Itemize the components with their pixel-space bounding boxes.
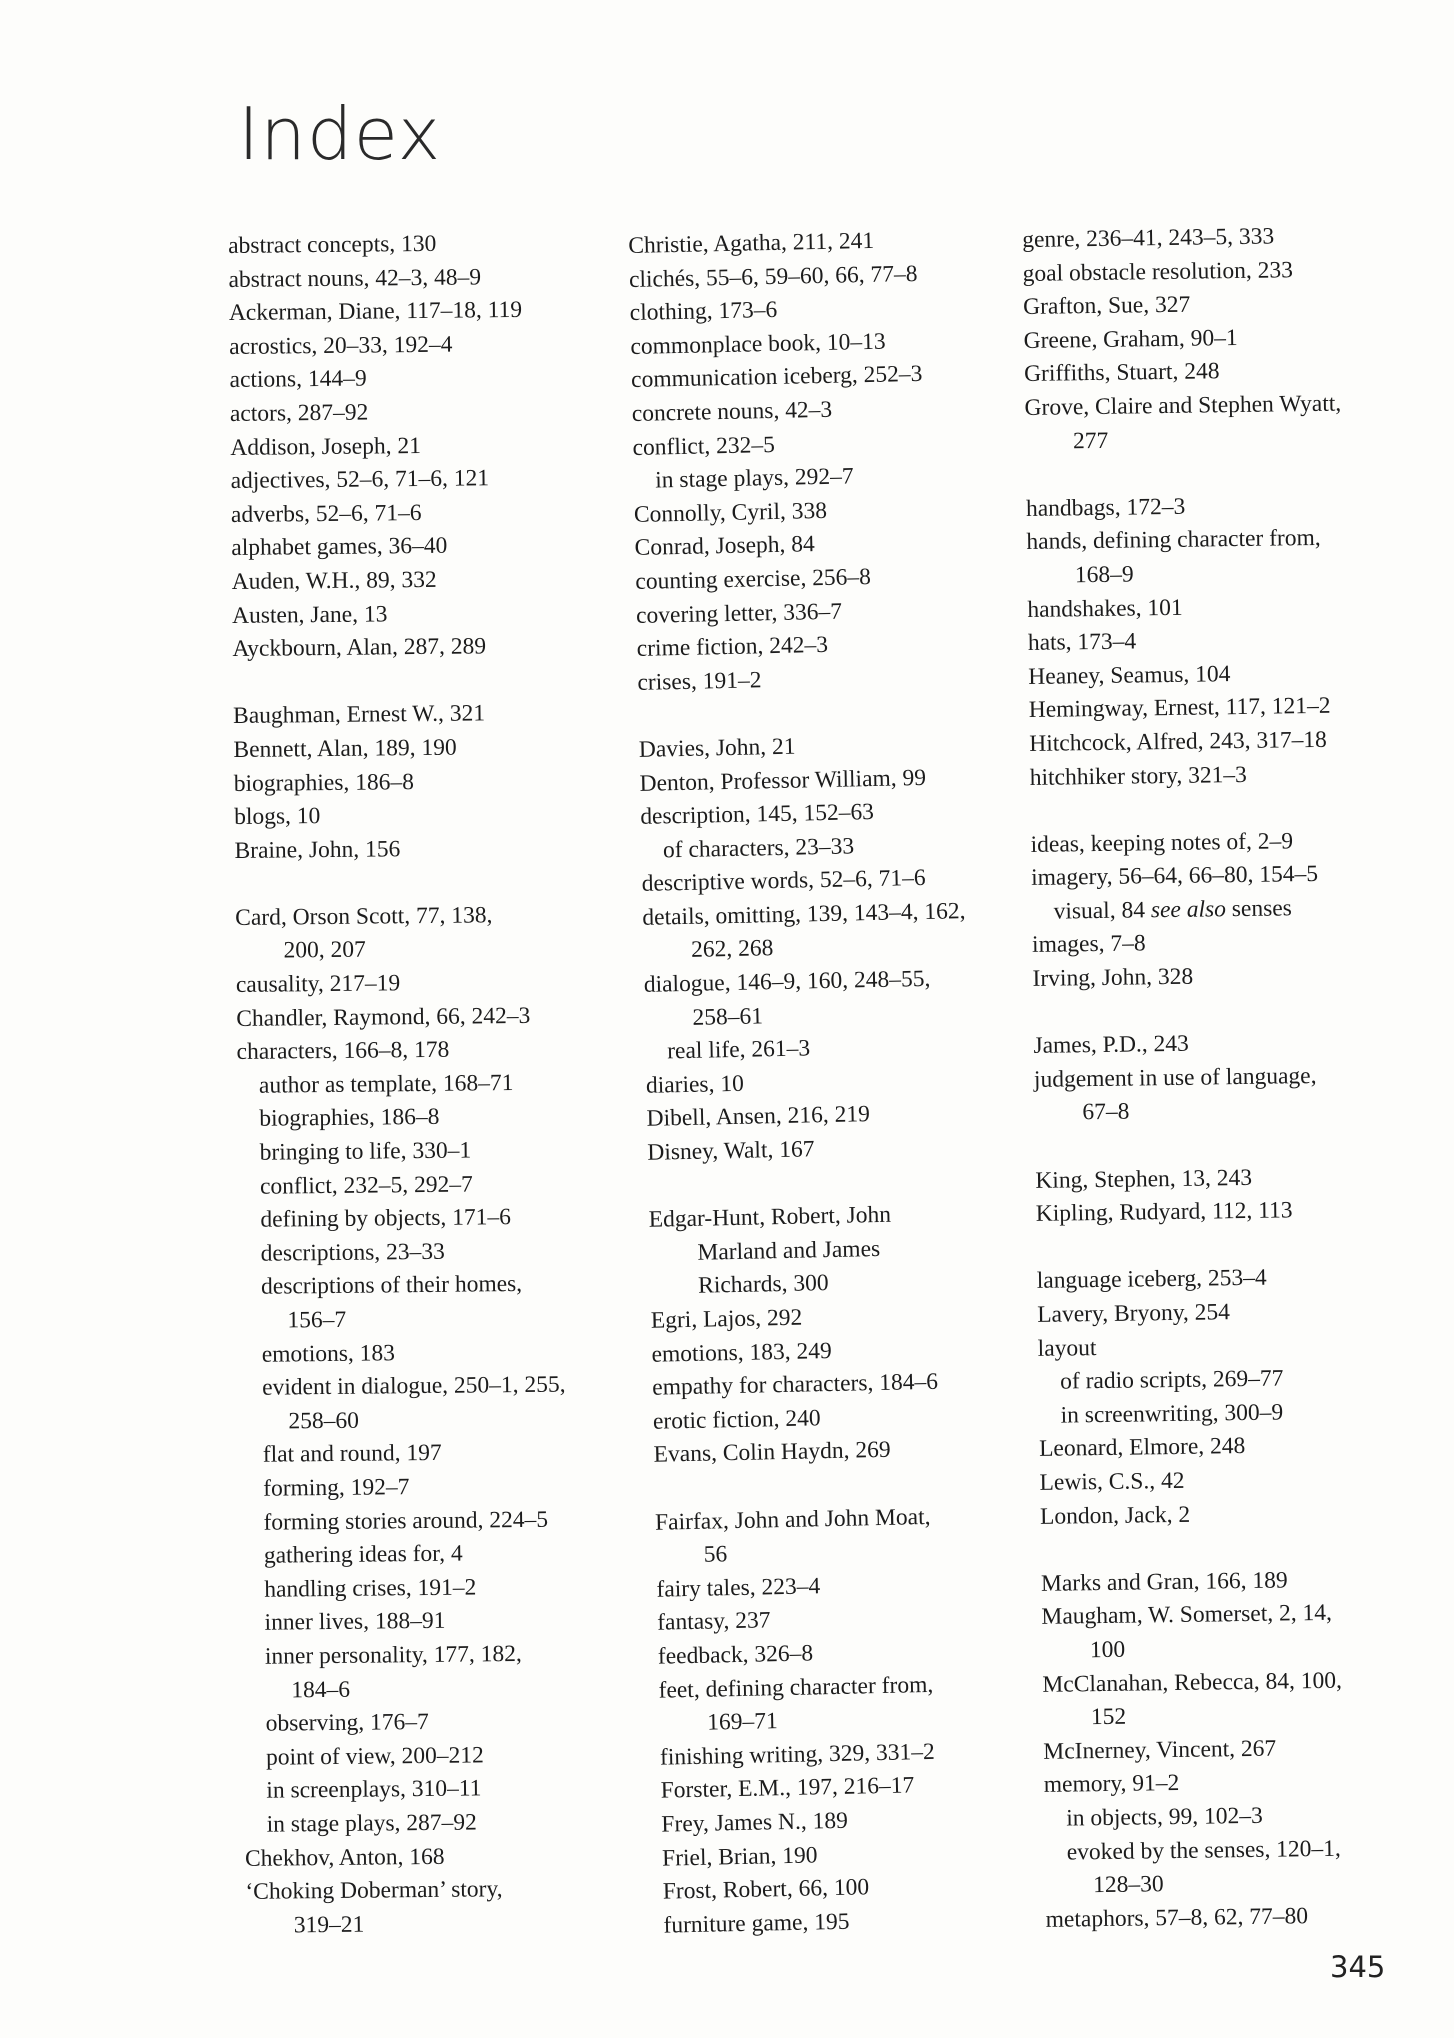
index-entry-text: finishing writing, 329, 331–2	[659, 1738, 936, 1771]
index-subentry	[244, 1738, 634, 1776]
index-entry	[1032, 958, 1392, 997]
index-entry	[663, 1901, 1054, 1943]
index-entry-text: counting exercise, 256–8	[635, 563, 872, 595]
index-entry-text: defining by objects, 171–6	[260, 1204, 512, 1233]
index-entry-text: adjectives, 52–6, 71–6, 121	[230, 465, 490, 495]
index-entry	[1044, 1764, 1404, 1803]
index-subentry	[238, 1200, 628, 1238]
index-entry-text: Baughman, Ernest W., 321	[232, 700, 486, 730]
index-entry-text: crime fiction, 242–3	[636, 632, 829, 663]
index-entry-text: Leonard, Elmore, 248	[1038, 1433, 1246, 1463]
index-entry-text: Auden, W.H., 89, 332	[231, 566, 437, 595]
index-entry-text: hats, 173–4	[1027, 628, 1137, 657]
index-entry-text: Bennett, Alan, 189, 190	[233, 734, 457, 763]
index-entry-continuation	[240, 1402, 630, 1440]
index-entry-text: Griffiths, Stuart, 248	[1023, 358, 1220, 388]
index-entry-text: Heaney, Seamus, 104	[1028, 660, 1231, 690]
index-entry-text: fairy tales, 223–4	[656, 1573, 821, 1603]
index-entry-text: abstract nouns, 42–3, 48–9	[228, 263, 482, 293]
index-entry-text: Frey, James N., 189	[661, 1807, 849, 1838]
index-entry	[228, 226, 618, 264]
index-entry	[1039, 1462, 1399, 1501]
index-entry	[1026, 521, 1386, 560]
index-entry	[1040, 1495, 1400, 1534]
index-entry-text: descriptive words, 52–6, 71–6	[641, 865, 926, 898]
index-entry-text: McInerney, Vincent, 267	[1043, 1735, 1277, 1765]
index-entry-text: Maugham, W. Somerset, 2, 14,	[1041, 1600, 1333, 1631]
index-entry	[234, 797, 624, 835]
see-also-label: see also	[1150, 896, 1227, 924]
index-entry-text: of radio scripts, 269–77	[1059, 1365, 1284, 1395]
index-entry-text: handshakes, 101	[1027, 594, 1183, 623]
index-entry-text: clichés, 55–6, 59–60, 66, 77–8	[628, 260, 918, 293]
index-subentry	[242, 1570, 632, 1608]
index-entry-text: Fairfax, John and John Moat,	[654, 1503, 931, 1536]
index-entry-text: forming, 192–7	[263, 1474, 410, 1502]
index-entry	[231, 495, 621, 533]
index-entry-text: descriptions of their homes,	[260, 1271, 523, 1301]
index-entry-text: memory, 91–2	[1043, 1770, 1180, 1799]
index-entry	[245, 1838, 635, 1876]
index-entry	[1030, 824, 1390, 863]
index-entry-text: language iceberg, 253–4	[1036, 1265, 1267, 1295]
index-entry-text: hitchhiker story, 321–3	[1029, 761, 1248, 791]
index-entry-text: 56	[703, 1541, 728, 1568]
index-entry-text: 152	[1090, 1703, 1127, 1731]
index-entry	[1027, 588, 1387, 627]
index-entry-text: Friel, Brian, 190	[661, 1841, 818, 1872]
index-entry	[1036, 1193, 1396, 1232]
index-entry-text: handbags, 172–3	[1025, 493, 1186, 522]
index-entry-text: concrete nouns, 42–3	[631, 396, 833, 427]
index-subentry	[245, 1805, 635, 1843]
index-subentry	[241, 1435, 631, 1473]
index-subentry	[237, 1099, 627, 1137]
index-entry-text: Hitchcock, Alfred, 243, 317–18	[1029, 726, 1328, 757]
index-entry-text: Grafton, Sue, 327	[1022, 291, 1191, 321]
index-entry-text: judgement in use of language,	[1033, 1062, 1317, 1093]
index-entry-text: Marland and James	[697, 1235, 881, 1266]
index-entry-text: images, 7–8	[1031, 930, 1146, 959]
index-subentry	[242, 1603, 632, 1641]
index-entry-text: communication iceberg, 252–3	[630, 361, 923, 394]
index-entry-text: King, Stephen, 13, 243	[1035, 1164, 1253, 1194]
index-entry	[234, 763, 624, 801]
index-entry-text: Forster, E.M., 197, 216–17	[660, 1772, 915, 1804]
index-entry	[228, 260, 618, 298]
index-entry-text: Kipling, Rudyard, 112, 113	[1035, 1197, 1293, 1228]
index-entry-text: biographies, 186–8	[259, 1104, 440, 1133]
index-entry-text: James, P.D., 243	[1033, 1031, 1190, 1060]
index-entry	[1043, 1731, 1403, 1770]
index-entry-text: conflict, 232–5	[632, 431, 776, 461]
index-entry-text: Dibell, Ansen, 216, 219	[646, 1101, 871, 1133]
index-entry-text: goal obstacle resolution, 233	[1022, 256, 1294, 287]
index-entry-text: Grove, Claire and Stephen Wyatt,	[1024, 390, 1342, 421]
index-entry-text: 184–6	[291, 1676, 351, 1703]
index-entry	[232, 562, 622, 600]
index-entry	[230, 394, 620, 432]
index-entry	[1029, 723, 1389, 762]
index-subentry	[238, 1166, 628, 1204]
index-entry-text: Egri, Lajos, 292	[650, 1304, 803, 1334]
index-subentry	[239, 1234, 629, 1272]
index-entry-text: descriptions, 23–33	[260, 1238, 445, 1267]
index-entry-continuation	[1043, 1697, 1403, 1736]
index-entry-text: details, omitting, 139, 143–4, 162,	[642, 897, 966, 931]
index-subentry	[242, 1536, 632, 1574]
index-entry-text: abstract concepts, 130	[228, 230, 437, 259]
index-entry-text: McClanahan, Rebecca, 84, 100,	[1042, 1667, 1343, 1698]
index-entry	[1023, 320, 1383, 359]
index-entry-text: 168–9	[1074, 561, 1134, 589]
index-entry-text: Ayckbourn, Alan, 287, 289	[232, 633, 487, 663]
index-entry-text: handling crises, 191–2	[264, 1574, 477, 1603]
index-entry	[229, 327, 619, 365]
index-entry-text: Disney, Walt, 167	[647, 1136, 815, 1166]
index-entry	[637, 658, 1028, 700]
index-entry-text: in objects, 99, 102–3	[1066, 1802, 1263, 1832]
index-entry	[1035, 1160, 1395, 1199]
index-entry-text: 258–60	[288, 1407, 360, 1435]
index-entry-text: 258–61	[692, 1003, 764, 1031]
index-entry-text: Edgar-Hunt, Robert, John	[648, 1201, 892, 1233]
index-entry	[233, 730, 623, 768]
index-entry-text: in stage plays, 292–7	[654, 463, 854, 494]
index-entry-text: alphabet games, 36–40	[231, 533, 448, 562]
index-entry	[232, 629, 622, 667]
index-entry-continuation	[1042, 1630, 1402, 1669]
index-entry	[1031, 857, 1391, 896]
index-entry	[1028, 656, 1388, 695]
index-entry-text: London, Jack, 2	[1039, 1501, 1191, 1530]
index-entry-text: hands, defining character from,	[1026, 525, 1321, 556]
index-subentry	[240, 1368, 630, 1406]
index-entry	[1034, 1059, 1394, 1098]
index-subentry	[237, 1066, 627, 1104]
index-entry	[1032, 924, 1392, 963]
index-entry	[230, 461, 620, 499]
index-entry-text: 262, 268	[690, 935, 774, 964]
index-entry-text: commonplace book, 10–13	[630, 328, 886, 360]
index-entry-text: evident in dialogue, 250–1, 255,	[261, 1371, 566, 1401]
index-entry	[236, 965, 626, 1003]
index-entry	[1026, 488, 1386, 527]
index-entry-text: ideas, keeping notes of, 2–9	[1030, 827, 1294, 858]
index-entry	[231, 528, 621, 566]
index-entry-text: feet, defining character from,	[658, 1671, 934, 1704]
index-entry-text: Card, Orson Scott, 77, 138,	[235, 902, 493, 931]
index-entry-text: Denton, Professor William, 99	[639, 764, 927, 797]
index-entry	[236, 1032, 626, 1070]
index-entry	[1028, 622, 1388, 661]
index-subentry	[1038, 1395, 1398, 1434]
index-entry-text: crises, 191–2	[637, 667, 762, 696]
index-entry	[1030, 756, 1390, 795]
index-entry-continuation	[246, 1906, 636, 1944]
index-entry-text: real life, 261–3	[666, 1035, 811, 1065]
index-entry-text: gathering ideas for, 4	[263, 1540, 463, 1569]
page-number: 345	[1330, 1950, 1386, 1984]
index-entry-text: covering letter, 336–7	[635, 598, 843, 629]
index-entry-text: Hemingway, Ernest, 117, 121–2	[1028, 693, 1331, 724]
index-entry-text: Evans, Colin Haydn, 269	[653, 1437, 891, 1469]
index-entry	[1037, 1260, 1397, 1299]
index-entry-text: point of view, 200–212	[265, 1742, 484, 1771]
index-entry-text: description, 145, 152–63	[640, 799, 875, 830]
index-entry	[232, 595, 622, 633]
index-entry-text: characters, 166–8, 178	[236, 1036, 450, 1066]
index-entry-text: in stage plays, 287–92	[266, 1809, 477, 1838]
index-subentry	[243, 1704, 633, 1742]
index-entry-text: Lewis, C.S., 42	[1039, 1467, 1185, 1496]
index-entry-text: emotions, 183	[261, 1339, 396, 1368]
index-entry-text: Marks and Gran, 166, 189	[1040, 1567, 1288, 1597]
index-entry-text: 319–21	[293, 1911, 365, 1939]
index-entry	[1041, 1563, 1401, 1602]
index-entry	[1045, 1898, 1405, 1937]
index-subentry	[243, 1637, 633, 1675]
index-entry	[1022, 219, 1382, 258]
index-entry-text: Richards, 300	[697, 1270, 829, 1300]
index-entry-text: metaphors, 57–8, 62, 77–80	[1045, 1902, 1309, 1933]
page-title: Index	[238, 92, 442, 176]
index-subentry	[241, 1469, 631, 1507]
index-entry-text: Chandler, Raymond, 66, 242–3	[236, 1002, 531, 1032]
index-entry-text: imagery, 56–64, 66–80, 154–5	[1030, 861, 1319, 892]
index-entry-text: 200, 207	[283, 937, 366, 964]
index-entry-text: causality, 217–19	[235, 970, 401, 999]
index-entry-text: Lavery, Bryony, 254	[1037, 1299, 1231, 1328]
index-entry	[1029, 689, 1389, 728]
index-entry-text: in screenplays, 310–11	[266, 1775, 482, 1804]
index-entry-continuation	[1045, 1865, 1405, 1904]
index-entry-text: flat and round, 197	[262, 1440, 442, 1469]
index-entry-text: evoked by the senses, 120–1,	[1066, 1835, 1342, 1866]
see-also-target: senses	[1231, 895, 1293, 923]
index-entry	[245, 1872, 635, 1910]
index-entry-text: visual, 84	[1053, 897, 1146, 925]
index-column-3	[1022, 219, 1406, 1937]
index-entry-text: conflict, 232–5, 292–7	[259, 1171, 473, 1200]
index-subentry	[1031, 891, 1391, 930]
index-entry-text: feedback, 326–8	[657, 1640, 814, 1670]
index-entry-continuation	[1025, 421, 1385, 460]
index-entry-text: layout	[1037, 1334, 1097, 1362]
index-entry-text: author as template, 168–71	[258, 1069, 514, 1099]
index-entry-text: empathy for characters, 184–6	[651, 1368, 939, 1401]
index-entry	[1022, 253, 1382, 292]
index-entry	[230, 427, 620, 465]
index-entry	[1037, 1327, 1397, 1366]
index-entry-text: diaries, 10	[645, 1070, 745, 1099]
index-subentry	[241, 1502, 631, 1540]
index-entry-text: emotions, 183, 249	[651, 1337, 832, 1368]
index-entry-text: Addison, Joseph, 21	[230, 432, 422, 461]
index-entry	[647, 1129, 1038, 1171]
index-entry-continuation	[1027, 555, 1387, 594]
index-entry-text: inner lives, 188–91	[264, 1608, 446, 1637]
index-entry-text: Ackerman, Diane, 117–18, 119	[228, 297, 523, 327]
index-subentry	[1038, 1361, 1398, 1400]
index-entry-text: Christie, Agatha, 211, 241	[628, 227, 875, 259]
index-entry-text: genre, 236–41, 243–5, 333	[1022, 223, 1275, 253]
index-entry	[1042, 1663, 1402, 1702]
index-entry-text: acrostics, 20–33, 192–4	[229, 331, 453, 360]
index-entry-continuation	[243, 1670, 633, 1708]
index-entry-text: furniture game, 195	[663, 1908, 850, 1939]
index-entry-text: Davies, John, 21	[638, 733, 796, 763]
index-subentry	[239, 1267, 629, 1305]
index-entry-text: 156–7	[287, 1306, 347, 1334]
index-entry	[1024, 353, 1384, 392]
index-entry-text: Connolly, Cyril, 338	[633, 497, 828, 528]
index-entry-text: fantasy, 237	[656, 1607, 771, 1637]
index-entry-text: observing, 176–7	[265, 1709, 429, 1737]
index-entry-text: Austen, Jane, 13	[231, 600, 388, 629]
index-entry-text: Irving, John, 328	[1032, 963, 1194, 992]
index-subentry	[244, 1771, 634, 1809]
index-entry	[229, 360, 619, 398]
index-entry-text: 67–8	[1082, 1099, 1130, 1126]
index-entry-continuation	[1034, 1092, 1394, 1131]
index-entry	[653, 1431, 1044, 1473]
index-entry-text: 128–30	[1093, 1871, 1164, 1899]
index-entry	[236, 999, 626, 1037]
index-entry	[233, 696, 623, 734]
index-entry	[235, 898, 625, 936]
index-subentry	[237, 1133, 627, 1171]
index-entry	[234, 831, 624, 869]
index-entry-text: erotic fiction, 240	[652, 1405, 821, 1435]
index-subentry	[1044, 1798, 1404, 1837]
index-entry-text: bringing to life, 330–1	[259, 1137, 472, 1166]
index-entry-text: inner personality, 177, 182,	[264, 1640, 523, 1670]
index-entry	[1041, 1596, 1401, 1635]
index-entry-text: 100	[1089, 1636, 1126, 1664]
index-subentry	[1045, 1831, 1405, 1870]
index-entry-text: Braine, John, 156	[234, 835, 401, 864]
index-entry-text: actions, 144–9	[229, 365, 367, 394]
index-entry-text: adverbs, 52–6, 71–6	[230, 499, 422, 528]
index-entry-text: Conrad, Joseph, 84	[634, 531, 816, 562]
index-entry	[1023, 286, 1383, 325]
index-entry-text: in screenwriting, 300–9	[1060, 1399, 1284, 1429]
index-entry	[1039, 1428, 1399, 1467]
index-entry-text: forming stories around, 224–5	[263, 1506, 549, 1536]
index-entry	[1033, 1025, 1393, 1064]
index-entry-text: Frost, Robert, 66, 100	[662, 1874, 870, 1905]
index-subentry	[240, 1334, 630, 1372]
index-entry-text: Greene, Graham, 90–1	[1023, 324, 1238, 354]
index-entry	[1024, 387, 1384, 426]
index-entry-text: 277	[1072, 427, 1109, 454]
index-entry-text: 169–71	[707, 1708, 779, 1736]
index-entry-text: blogs, 10	[234, 803, 321, 831]
index-entry-text: biographies, 186–8	[233, 768, 415, 797]
index-column-2	[628, 222, 1054, 1943]
index-entry-text: clothing, 173–6	[629, 297, 778, 327]
index-entry-text: Chekhov, Anton, 168	[244, 1843, 445, 1872]
index-entry	[229, 293, 619, 331]
index-column-1	[228, 226, 636, 1943]
index-entry-text: actors, 287–92	[229, 399, 369, 427]
index-entry-continuation	[235, 931, 625, 969]
index-entry-text: of characters, 23–33	[662, 833, 855, 864]
index-entry-text: ‘Choking Doberman’ story,	[245, 1876, 503, 1906]
index-entry-text: dialogue, 146–9, 160, 248–55,	[643, 965, 931, 998]
index-entry	[1037, 1294, 1397, 1333]
index-entry-continuation	[239, 1301, 629, 1339]
